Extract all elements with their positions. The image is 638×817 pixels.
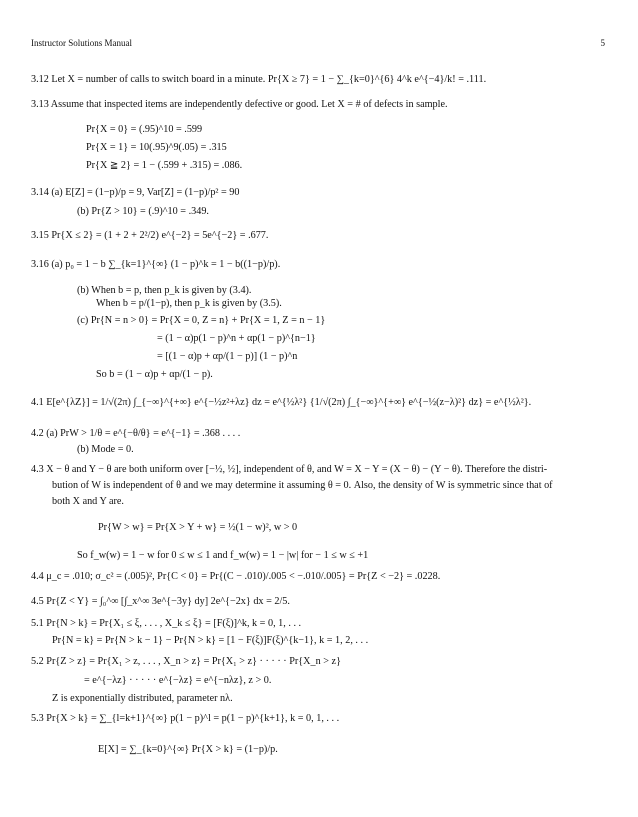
solution-line: 3.13 Assume that inspected items are independently defective or good. Let X = # of defects in sample. [31,99,448,110]
solution-line: When b = p/(1−p), then p_k is given by (3.5). [96,298,282,309]
solution-line: 3.15 Pr{X ≤ 2} = (1 + 2 + 2²/2) e^{−2} = 5e^{−2} = .677. [31,230,269,241]
solution-line: both X and Y are. [52,496,124,507]
solution-line: (b) When b = p, then p_k is given by (3.4). [77,285,252,296]
solution-line: 3.12 Let X = number of calls to switch board in a minute. Pr{X ≥ 7} = 1 − ∑_{k=0}^{6} 4^k e^{−4}/k! = .111. [31,74,487,85]
solution-line: = [(1 − α)p + αp/(1 − p)] (1 − p)^n [157,351,298,362]
page-number: 5 [600,38,605,48]
solution-line: 4.5 Pr{Z < Y} = ∫₀^∞ [∫_x^∞ 3e^{−3y} dy] 2e^{−2x} dx = 2/5. [31,596,290,607]
solution-line: (c) Pr{N = n > 0} = Pr{X = 0, Z = n} + Pr{X = 1, Z = n − 1} [77,315,326,326]
solution-line: = (1 − α)p(1 − p)^n + αp(1 − p)^{n−1} [157,333,316,344]
solution-line: Pr{X ≧ 2} = 1 − (.599 + .315) = .086. [86,160,243,171]
solution-line: Pr{X = 1} = 10(.95)^9(.05) = .315 [86,142,227,153]
solution-line: 4.2 (a) PrW > 1/θ = e^{−θ/θ} = e^{−1} = .368 . . . . [31,428,241,439]
solution-line: So f_w(w) = 1 − w for 0 ≤ w ≤ 1 and f_w(w) = 1 − |w| for − 1 ≤ w ≤ +1 [77,550,369,561]
solution-line: 3.16 (a) p₀ = 1 − b ∑_{k=1}^{∞} (1 − p)^k = 1 − b((1−p)/p). [31,259,281,270]
solution-line: Pr{X = 0} = (.95)^10 = .599 [86,124,203,135]
solution-line: Pr{W > w} = Pr{X > Y + w} = ½(1 − w)², w > 0 [98,522,298,533]
solution-line: So b = (1 − α)p + αp/(1 − p). [96,369,213,380]
solution-line: E[X] = ∑_{k=0}^{∞} Pr{X > k} = (1−p)/p. [98,744,278,755]
solution-line: 4.4 μ_c = .010; σ_c² = (.005)², Pr{C < 0} = Pr{(C − .010)/.005 < −.010/.005} = Pr{Z < −2} = .0228. [31,571,441,582]
solution-line: 5.3 Pr{X > k} = ∑_{l=k+1}^{∞} p(1 − p)^l = p(1 − p)^{k+1}, k = 0, 1, . . . [31,713,340,724]
solution-line: 3.14 (a) E[Z] = (1−p)/p = 9, Var[Z] = (1−p)/p² = 90 [31,187,240,198]
solution-line: 5.2 Pr{Z > z} = Pr{X₁ > z, . . . , X_n > z} = Pr{X₁ > z} · · · · · Pr{X_n > z} [31,656,341,667]
solution-line: Pr{N = k} = Pr{N > k − 1} − Pr{N > k} = [1 − F(ξ)]F(ξ)^{k−1}, k = 1, 2, . . . [52,635,369,646]
solution-line: (b) Mode = 0. [77,444,134,455]
solution-line: 4.1 E[e^{λZ}] = 1/√(2π) ∫_{−∞}^{+∞} e^{−½z²+λz} dz = e^{½λ²} {1/√(2π) ∫_{−∞}^{+∞} e^{−½(z−λ)²} dz} = e^{½λ²}. [31,397,532,408]
solution-line: Z is exponentially distributed, parameter nλ. [52,693,233,704]
solution-line: = e^{−λz} · · · · · e^{−λz} = e^{−nλz}, z > 0. [84,675,272,686]
solution-line: (b) Pr{Z > 10} = (.9)^10 = .349. [77,206,209,217]
solution-line: 5.1 Pr{N > k} = Pr{X₁ ≤ ξ, . . . , X_k ≤ ξ} = [F(ξ)]^k, k = 0, 1, . . . [31,618,302,629]
solution-line: 4.3 X − θ and Y − θ are both uniform over [−½, ½], independent of θ, and W = X − Y = (X − θ) − (Y − θ). Therefore the distri- [31,464,548,475]
solution-line: bution of W is independent of θ and we may determine it assuming θ = 0. Also, the density of W is symmetric since that of [52,480,553,491]
running-header-title: Instructor Solutions Manual [31,38,132,48]
